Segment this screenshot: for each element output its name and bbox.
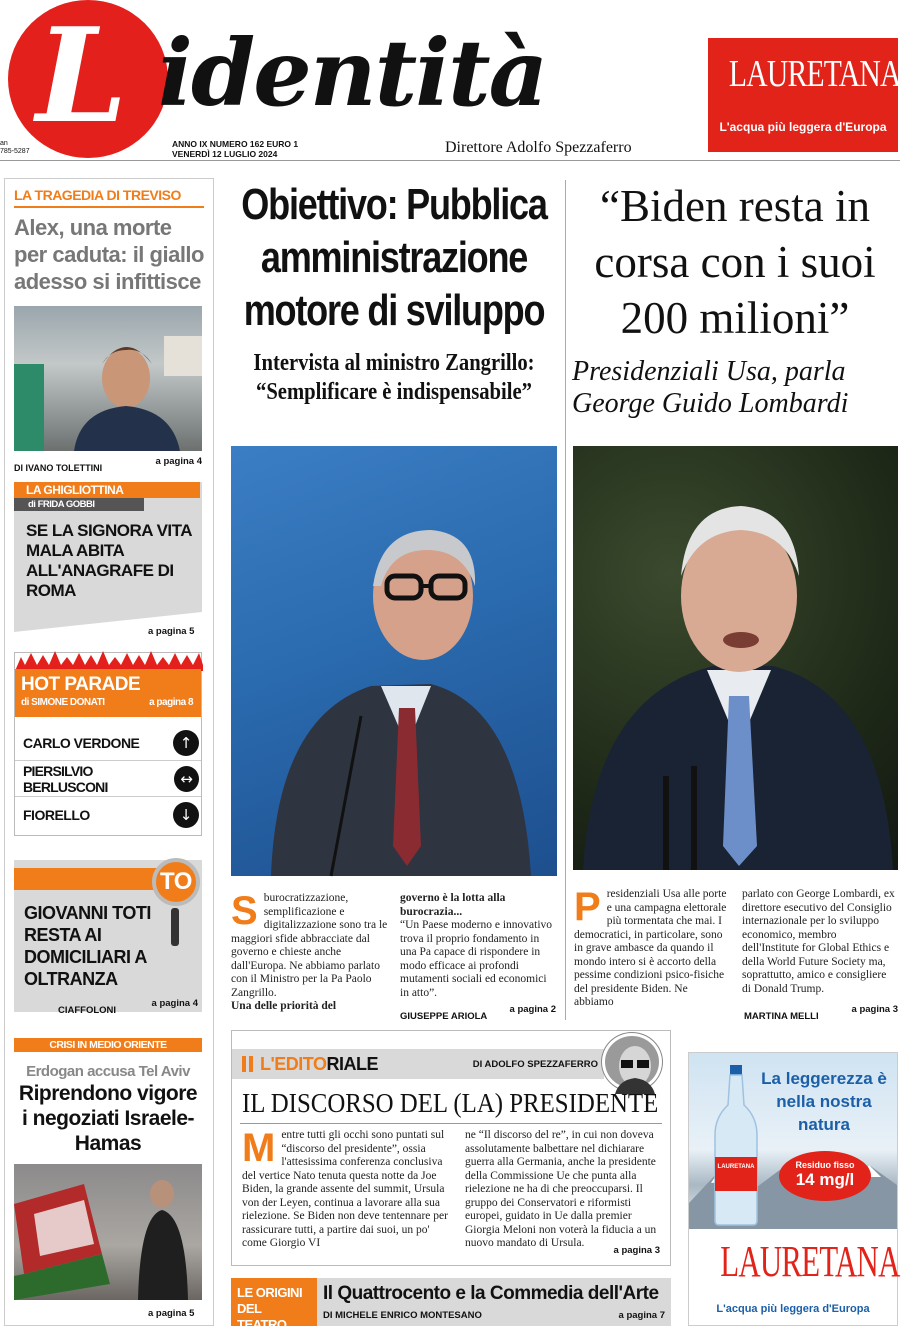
center-footer — [400, 1004, 556, 1023]
editorial-rule — [240, 1123, 662, 1124]
editorial[interactable] — [231, 1030, 671, 1266]
right-author: MARTINA MELLI — [744, 1011, 819, 1022]
ad-brand-text: LAURETANA — [728, 53, 901, 95]
dropcap: S — [231, 889, 258, 933]
ghigliottina-page-ref[interactable]: a pagina 5 — [148, 626, 195, 637]
right-columns — [574, 885, 896, 1010]
ghigliottina-text: SE LA SIGNORA VITA MALA ABITA ALL'ANAGRAFE DI ROMA — [26, 521, 192, 600]
fragment-line: 785-5287 — [0, 148, 30, 155]
right-headline: “Biden resta in corsa con i suoi 200 milioni” — [594, 181, 876, 343]
teatro-headline: Il Quattrocento e la Commedia dell'Arte — [323, 1283, 659, 1304]
issue-date: VENERDÌ 12 LUGLIO 2024 — [172, 149, 278, 159]
teatro-kicker: LE ORIGINI DEL TEATRO — [231, 1278, 317, 1326]
medio-oriente-kicker: CRISI IN MEDIO ORIENTE — [14, 1038, 202, 1052]
center-story[interactable] — [230, 178, 558, 407]
editorial-bars-icon-2 — [249, 1056, 253, 1072]
portrait-president — [573, 446, 898, 870]
hot-parade-title: HOT PARADE — [21, 674, 141, 695]
right-page-ref[interactable]: a pagina 3 — [851, 1004, 898, 1015]
treviso-kicker: LA TRAGEDIA DI TREVISO — [14, 186, 204, 208]
center-headline: Obiettivo: Pubblica amministrazione motore di sviluppo — [241, 180, 547, 335]
ingrandimento-page-ref[interactable]: a pagina 4 — [151, 998, 198, 1009]
ad-slogan: L'acqua più leggera d'Europa — [719, 120, 887, 134]
treviso-author: DI IVANO TOLETTINI — [14, 463, 103, 473]
center-subhead: Intervista al ministro Zangrillo: “Semplificare è indispensabile” — [253, 350, 535, 405]
bottom-ad[interactable] — [688, 1052, 898, 1326]
treviso-page-ref[interactable]: a pagina 4 — [155, 456, 202, 467]
bottom-ad-slogan: L'acqua più leggera d'Europa — [716, 1303, 870, 1315]
medio-oriente-subkicker: Erdogan accusa Tel Aviv — [26, 1063, 190, 1080]
editorial-author: DI ADOLFO SPEZZAFERRO — [472, 1059, 598, 1070]
arrow-left-right-icon: ↔ — [174, 766, 199, 792]
editorial-label — [260, 1053, 378, 1075]
center-col-2-text: “Un Paese moderno e innovativo trova il proprio fondamento in una Pa capace di rispondere in modo efficace ai profondi mutamenti sociali ed economici in atto”. — [400, 919, 553, 999]
medio-oriente-headline: Riprendono vigore i negoziati Israele-Hamas — [18, 1082, 198, 1155]
editorial-bars-icon — [242, 1056, 246, 1072]
center-author: GIUSEPPE ARIOLA — [400, 1011, 488, 1022]
right-col-2-text: parlato con George Lombardi, ex direttore esecutivo del Consiglio internazionale per lo sviluppo economico, membro dell'Institute for Global Ethics e della World Future Society ma, soprattutto, amico e consigliere di Donald Trump. — [742, 888, 895, 995]
right-col-1 — [574, 885, 730, 1010]
residuo-badge — [779, 1151, 871, 1201]
right-col-1-text: residenziali Usa alle porte e una campagna elettorale più tormentata che mai. I democratici, in particolare, sono in grave ambasce da quando il mondo intero si è accorto della pessime condizioni psico-fisiche del presidente Biden. Ne abbiamo — [574, 888, 727, 1008]
center-col-2 — [400, 892, 557, 1014]
hot-parade — [14, 652, 202, 836]
author-avatar — [602, 1033, 662, 1091]
ghigliottina-kicker: LA GHIGLIOTTINA — [14, 482, 200, 498]
right-story[interactable] — [572, 178, 898, 420]
avatar-portrait — [605, 1036, 665, 1094]
ingrandimento-text: GIOVANNI TOTI RESTA AI DOMICILIARI A OLTRANZA — [24, 903, 151, 989]
editorial-label-2: RIALE — [326, 1054, 378, 1074]
treviso-headline: Alex, una morte per caduta: il giallo adesso si infittisce — [14, 215, 204, 294]
editorial-col-2-text: ne “Il discorso del re”, in cui non doveva assolutamente balbettare nel dichiarare guerra alla Germania, anche la presidente della Commissione Ue che punta alla rielezione ne ha di che preoccuparsi. Il gruppo dei Conservatori e riformisti europei, guidato in Ue dalla premier Giorgia Meloni non voterà la fiducia a un nuovo mandato di Ursula. — [464, 1129, 657, 1249]
list-item[interactable] — [15, 725, 201, 761]
right-footer — [744, 1004, 898, 1023]
treviso-story[interactable] — [14, 186, 204, 295]
registered-mark: ® — [900, 67, 907, 81]
right-subhead: Presidenziali Usa, parla George Guido Lombardi — [572, 356, 849, 419]
issue-info — [172, 139, 298, 159]
center-columns — [231, 889, 557, 1014]
fragment-line: an — [0, 140, 8, 147]
dropcap: M — [242, 1126, 276, 1170]
magnifier-icon — [152, 858, 200, 906]
zangrillo-photo — [231, 446, 557, 876]
magnifier-text: TO — [160, 868, 192, 895]
logo-text: identità — [158, 19, 547, 127]
dropcap: P — [574, 885, 601, 929]
center-col-2-bold: governo è la lotta alla burocrazia... — [400, 892, 506, 918]
ingrandimento-author: CIAFFOLONI — [58, 1005, 117, 1016]
portrait-minister — [231, 446, 557, 876]
parade-name: PIERSILVIO BERLUSCONI — [23, 762, 108, 795]
logo-l: L — [36, 0, 128, 152]
editorial-label-1: L'EDITO — [260, 1054, 327, 1074]
teatro-author: DI MICHELE ENRICO MONTESANO — [323, 1310, 482, 1321]
center-col-1-bold: Una delle priorità del — [231, 1000, 337, 1012]
teatro-page-ref[interactable]: a pagina 7 — [618, 1310, 665, 1321]
masthead-rule — [0, 160, 900, 161]
director-line: Direttore Adolfo Spezzaferro — [445, 139, 632, 156]
parade-name: FIORELLO — [23, 807, 90, 823]
medio-oriente-story[interactable] — [14, 1038, 202, 1174]
ingrandimento-kicker — [14, 868, 162, 890]
editorial-col-1-text: entre tutti gli occhi sono puntati sul “discorso del presidente”, ossia l'attesissima conferenza conclusiva del vertice Nato tenuta questa notte da Joe Biden, la grande assente del summit, Ursula von der Leyen, continua a lavorare alla sua rielezione. Se Biden non deve tentennare per rassicurare tutti, a partire dai suoi, un po' come Giorgio VI — [242, 1129, 448, 1249]
editorial-columns — [242, 1126, 664, 1251]
ingrandimento-footer — [58, 998, 198, 1017]
issue-number: ANNO IX NUMERO 162 EURO 1 — [172, 139, 299, 149]
hot-parade-meta — [15, 697, 201, 708]
editorial-col-2 — [465, 1129, 664, 1251]
bottom-ad-brand: LAURETANA — [720, 1237, 900, 1286]
rally-photo — [14, 1164, 202, 1300]
column-divider — [565, 180, 566, 1020]
hot-parade-page-ref[interactable]: a pagina 8 — [149, 697, 193, 708]
center-page-ref[interactable]: a pagina 2 — [509, 1004, 556, 1015]
hot-parade-list — [15, 725, 201, 833]
list-item[interactable] — [15, 797, 201, 833]
right-body — [574, 885, 896, 1010]
top-ad[interactable] — [708, 38, 907, 152]
center-body — [231, 889, 557, 1014]
ingrandimento-box[interactable] — [14, 860, 202, 1016]
treviso-footer — [14, 456, 202, 475]
badge-label: Residuo fisso — [795, 1160, 855, 1170]
parade-name: CARLO VERDONE — [23, 734, 140, 751]
editorial-page-ref[interactable]: a pagina 3 — [613, 1245, 660, 1256]
arrow-up-icon: ↑ — [173, 730, 199, 756]
masthead-fragment — [0, 140, 30, 156]
ad-brand — [728, 52, 907, 96]
editorial-headline: IL DISCORSO DEL (LA) PRESIDENTE — [242, 1088, 659, 1118]
biden-photo — [573, 446, 898, 870]
teatro-story[interactable] — [231, 1278, 671, 1332]
right-col-2 — [742, 888, 896, 1010]
medio-oriente-page-ref[interactable]: a pagina 5 — [148, 1308, 195, 1319]
center-col-1-text: burocratizzazione, semplificazione e digitalizzazione sono tra le maggiori sfide abbracciate dal governo e chieste anche dall'Europa. Ne abbiamo parlato con il Ministro per la Pa Paolo Zangrillo. — [231, 892, 388, 999]
flames-icon — [15, 651, 203, 671]
list-item[interactable] — [15, 761, 201, 797]
arrow-down-icon: ↓ — [173, 802, 199, 828]
center-col-1 — [231, 889, 388, 1014]
medio-oriente-photo — [14, 1164, 202, 1300]
hot-parade-author: di SIMONE DONATI — [21, 697, 105, 708]
ad-tagline: La leggerezza è nella nostra natura — [761, 1069, 887, 1134]
water-bottle-icon — [711, 1065, 761, 1225]
editorial-col-1 — [242, 1126, 449, 1251]
ghigliottina-box[interactable] — [14, 482, 202, 632]
portrait-young-man — [14, 306, 202, 451]
ghigliottina-author: di FRIDA GOBBI — [14, 498, 144, 511]
hot-parade-header — [15, 669, 201, 717]
treviso-photo — [14, 306, 202, 451]
badge-value: 14 mg/l — [795, 1170, 855, 1189]
bottle-label: LAURETANA — [717, 1164, 755, 1170]
editorial-header — [232, 1049, 604, 1079]
